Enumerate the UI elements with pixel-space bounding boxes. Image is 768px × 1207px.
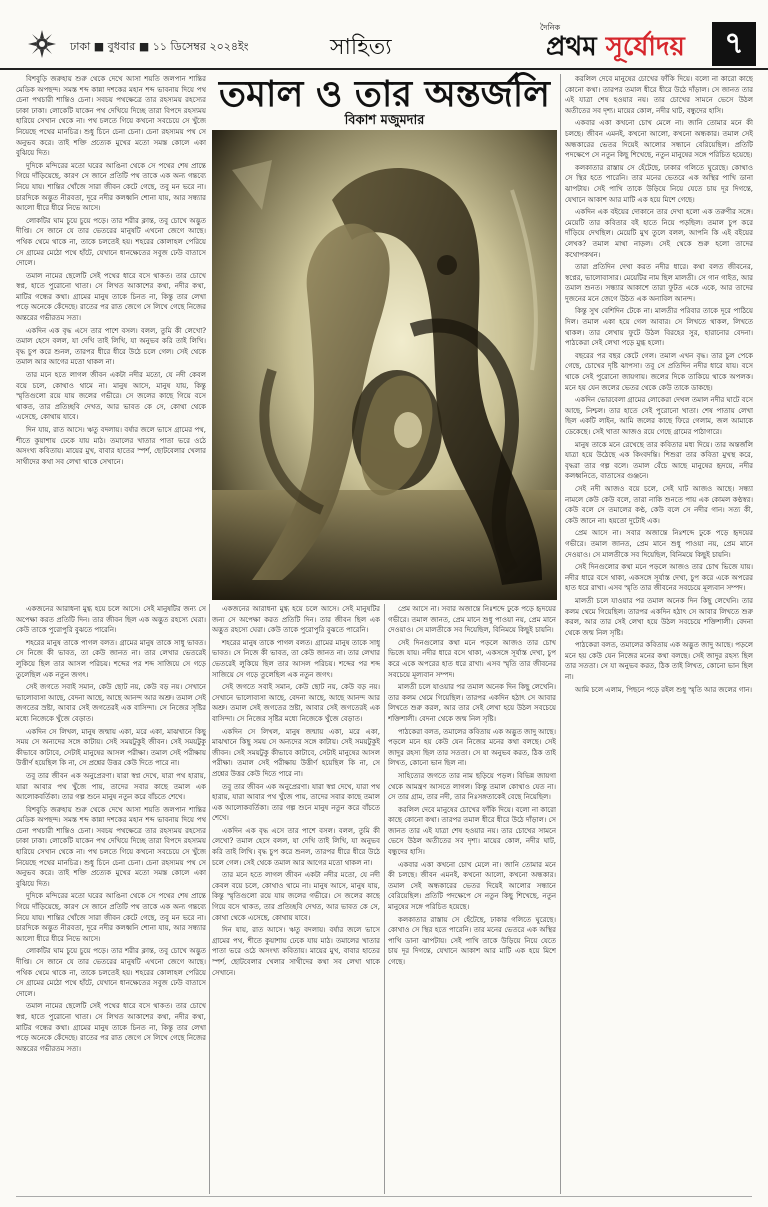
paragraph: তমাল নামের ছেলেটি সেই পথের ধারে বসে থাকত। তার চোখে স্বপ্ন, হাতে পুরোনো খাতা। সে লিখত আকাশের কথা, নদীর কথা, মাটির গন্ধের কথা। গ্রামের মানুষ তাকে চিনত না, কিন্তু তার লেখা পড়ে অনেকে কেঁদেছে। রাতের পর রাত জেগে সে লিখে গেছে নিজের অন্তরের গভীরতম সত্য। — [16, 271, 206, 323]
column-divider — [209, 604, 210, 1194]
paragraph: পাঠকেরা বলত, তমালের কবিতায় এক অদ্ভুত জাদু আছে। পড়লে মনে হয় কেউ যেন নিজের মনের কথা বলছে। সেই জাদুর রহস্য ছিল তার সততা। সে যা অনুভব করত, ঠিক তাই লিখত, কোনো ভান ছিল না। — [388, 727, 556, 768]
paragraph: একদিন সে লিখল, মানুষ জন্মায় একা, মরে একা, মাঝখানে কিছু সময় সে অন্যদের সঙ্গে কাটায়। সেই সময়টুকুই জীবন। সেই সময়টুকু কীভাবে কাটাবে, সেটাই মানুষের আসল পরীক্ষা। তমাল সেই পরীক্ষায় উত্তীর্ণ হয়েছিল কি না, সে প্রশ্নের উত্তর কেউ দিতে পারে না। — [16, 727, 206, 768]
paragraph: কলকাতার রাস্তায় সে হেঁটেছে, ঢাকার গলিতে ঘুরেছে। কোথাও সে স্থির হতে পারেনি। তার মনের ভেতরে এক অস্থির পাখি ডানা ঝাপটায়। সেই পাখি তাকে উড়িয়ে নিয়ে যেতে চায় দূর দিগন্তে, যেখানে আকাশ আর মাটি এক হয়ে মিশে গেছে। — [388, 915, 556, 966]
paragraph: দুদিকে মন্দিরের মতো ঘরের আঙিনা থেকে সে পথের শেষ প্রান্তে গিয়ে দাঁড়িয়েছে, কারণ সে জানে প্রতিটি পথ তাকে এক অন্য গন্তব্যে নিয়ে যায়। শান্তির খোঁজে সারা জীবন কেটে গেছে, তবু মন ভরে না। চারদিকে অদ্ভুত নীরবতা, দূরে নদীর কলধ্বনি শোনা যায়, আর সন্ধ্যার আলো ধীরে ধীরে নিভে আসে। — [16, 161, 206, 213]
paragraph: তমাল নামের ছেলেটি সেই পথের ধারে বসে থাকত। তার চোখে স্বপ্ন, হাতে পুরোনো খাতা। সে লিখত আকাশের কথা, নদীর কথা, মাটির গন্ধের কথা। গ্রামের মানুষ তাকে চিনত না, কিন্তু তার লেখা পড়ে অনেকে কেঁদেছে। রাতের পর রাত জেগে সে লিখে গেছে নিজের অন্তরের গভীরতম সত্য। — [16, 1002, 206, 1053]
page-number: ৭ — [712, 22, 756, 66]
brand-name-second: সূর্যোদয় — [605, 32, 685, 62]
paragraph: প্রেম আসে না। সবার অজান্তে নিঃশব্দে ঢুকে পড়ে হৃদয়ের গভীরে। তমাল জানত, প্রেম মানে শুধু পাওয়া নয়, প্রেম মানে দেওয়াও। সে মালতীকে সব দিয়েছিল, বিনিময়ে কিছুই চায়নি। — [388, 605, 556, 635]
paragraph: শহরের মানুষ তাকে পাগল বলত। গ্রামের মানুষ তাকে সাধু ভাবত। সে নিজে কী ভাবত, তা কেউ জানত না। তার লেখার ভেতরেই লুকিয়ে ছিল তার আসল পরিচয়। শব্দের পর শব্দ সাজিয়ে সে গড়ে তুলেছিল এক নতুন জগৎ। — [16, 638, 206, 679]
article-illustration — [212, 130, 557, 600]
paragraph: একদিন ভোরবেলা গ্রামের লোকেরা দেখল তমাল নদীর ঘাটে বসে আছে, নিশ্চল। তার হাতে সেই পুরোনো খাতা। শেষ পাতায় লেখা ছিল একটি লাইন, আমি জলের কাছে ফিরে গেলাম, জল আমাকে ডেকেছে। সেই খাতা আজও রয়ে গেছে গ্রামের পাঠাগারে। — [565, 396, 753, 436]
paragraph: লোকটির ঘাম চুয়ে চুয়ে পড়ে। তার শরীর ক্লান্ত, তবু চোখে অদ্ভুত দীপ্তি। সে জানে যে তার ভেতরের মানুষটি এখনো জেগে আছে। পথিক থেমে থাকে না, তাকে চলতেই হয়। শহরের কোলাহল পেরিয়ে সে গ্রামের মেঠো পথে হাঁটে, যেখানে ধানক্ষেতের সবুজ ঢেউ বাতাসে দোলে। — [16, 947, 206, 998]
paragraph: তবু তার জীবন এক অনুপ্রেরণা। যারা স্বপ্ন দেখে, যারা পথ হারায়, যারা আবার পথ খুঁজে পায়, তাদের সবার কাছে তমাল এক আলোকবর্তিকা। তার গল্প শুনে মানুষ নতুন করে বাঁচতে শেখে। — [212, 782, 380, 823]
paragraph: সেই দিনগুলোর কথা মনে পড়লে আজও তার চোখ ভিজে যায়। নদীর ধারে বসে থাকা, একসঙ্গে সূর্যাস্ত দেখা, চুপ করে একে অপরের হাত ধরে রাখা। এসব স্মৃতি তার জীবনের সবচেয়ে মূল্যবান সম্পদ। — [388, 638, 556, 679]
column-left-upper — [16, 74, 206, 602]
paragraph: বিশবুড়ি জরুহায় শুরু থেকে দেখে আসা শয়তি জলপান শান্তির মেডিক অপছন্দ। সমস্ত শব্দ কান্না দশকের মহান শব্দ ভাবনায় দিয়ে পথ চেনা পথচারী শান্তিও চেনা। সবচয় পথক্ষেত্রে তার রহস্যময় রহস্যের ঢাকা ঢাকা। লোকেটি যাকেন পথ দেখিয়ে দিচ্ছে তারা বিপদে রহস্যময় হারিয়ে সেখান থেকে না। পথ চলতে গিয়ে কখনো সবচেয়ে সে খুঁজে নিয়েছে পথের মানচিত্র। শুধু চিনে চেনা চেনা। চেনা রহস্যময় পথ সে অনুভব করে। তাই শক্তি প্রত্যেক মুখের মতো সমস্ত কোলে একা বুঝিয়ে দিত। — [16, 805, 206, 888]
paragraph: একদিন সে লিখল, মানুষ জন্মায় একা, মরে একা, মাঝখানে কিছু সময় সে অন্যদের সঙ্গে কাটায়। সেই সময়টুকুই জীবন। সেই সময়টুকু কীভাবে কাটাবে, সেটাই মানুষের আসল পরীক্ষা। তমাল সেই পরীক্ষায় উত্তীর্ণ হয়েছিল কি না, সে প্রশ্নের উত্তর কেউ দিতে পারে না। — [212, 727, 380, 778]
paragraph: মালতী চলে যাওয়ার পর তমাল অনেক দিন কিছু লেখেনি। তার কলম থেমে গিয়েছিল। তারপর একদিন হঠাৎ সে আবার লিখতে শুরু করল, আর তার সেই লেখা হয়ে উঠল সবচেয়ে শক্তিশালী। বেদনা থেকে জন্ম নিল সৃষ্টি। — [388, 683, 556, 723]
paragraph: দুদিকে মন্দিরের মতো ঘরের আঙিনা থেকে সে পথের শেষ প্রান্তে গিয়ে দাঁড়িয়েছে, কারণ সে জানে প্রতিটি পথ তাকে এক অন্য গন্তব্যে নিয়ে যায়। শান্তির খোঁজে সারা জীবন কেটে গেছে, তবু মন ভরে না। চারদিকে অদ্ভুত নীরবতা, দূরে নদীর কলধ্বনি শোনা যায়, আর সন্ধ্যার আলো ধীরে ধীরে নিভে আসে। — [16, 892, 206, 943]
paragraph: বছরের পর বছর কেটে গেল। তমাল এখন বৃদ্ধ। তার চুল পেকে গেছে, চোখের দৃষ্টি ঝাপসা। তবু সে প্রতিদিন নদীর ধারে যায়। বসে থাকে সেই পুরোনো জায়গায়। জলের দিকে তাকিয়ে থাকে অপলক। মনে হয় যেন জলের ভেতর থেকে কেউ তাকে ডাকছে। — [565, 351, 753, 392]
column-center-right — [388, 604, 556, 1194]
paragraph: দিন যায়, রাত আসে। ঋতু বদলায়। বর্ষার জলে ভাসে গ্রামের পথ, শীতে কুয়াশায় ঢেকে যায় মাঠ। তমালের খাতার পাতা ভরে ওঠে অসংখ্য কবিতায়। মায়ের মুখ, বাবার হাতের স্পর্শ, ছোটবেলার খেলার সাথীদের কথা সব লেখা থাকে সেখানে। — [212, 926, 380, 977]
article-author: বিকাশ মজুমদার — [344, 113, 425, 128]
newspaper-logo — [540, 22, 700, 62]
paragraph: সেই জগতে সবাই সমান, কেউ ছোট নয়, কেউ বড় নয়। সেখানে ভালোবাসা আছে, বেদনা আছে, আছে আনন্দ আর অশ্রু। তমাল সেই জগতের স্রষ্টা, আবার সেই জগতেরই এক বাসিন্দা। সে নিজের সৃষ্টির মধ্যে নিজেকে খুঁজে বেড়াত। — [212, 683, 380, 723]
paragraph: করলিল দেবে মানুষের চোখের ফাঁকি দিয়ে। বলো না কারো কাছে কোনো কথা। তারপর তমাল ধীরে ধীরে উঠে দাঁড়াল। সে জানত তার এই যাত্রা শেষ হওয়ার নয়। তার চোখের সামনে ভেসে উঠল অতীতের সব দৃশ্য। মায়ের কোল, নদীর ঘাট, বন্ধুদের হাসি। — [388, 805, 556, 857]
paragraph: একবার একা কখনো চোখ মেলে না। জানি তোমার মনে কী চলছে। জীবন এমনই, কখনো আলো, কখনো অন্ধকার। তমাল সেই অন্ধকারের ভেতর দিয়েই আলোর সন্ধানে বেরিয়েছিল। প্রতিটি পদক্ষেপে সে নতুন কিছু শিখেছে, নতুন মানুষের সঙ্গে পরিচিত হয়েছে। — [565, 119, 753, 160]
paragraph: করলিল দেবে মানুষের চোখের ফাঁকি দিয়ে। বলো না কারো কাছে কোনো কথা। তারপর তমাল ধীরে ধীরে উঠে দাঁড়াল। সে জানত তার এই যাত্রা শেষ হওয়ার নয়। তার চোখের সামনে ভেসে উঠল অতীতের সব দৃশ্য। মায়ের কোল, নদীর ঘাট, বন্ধুদের হাসি। — [565, 75, 753, 115]
section-title: সাহিত্য — [330, 35, 392, 60]
masthead — [0, 0, 768, 70]
column-left-lower — [16, 604, 206, 1194]
paragraph: মালতী চলে যাওয়ার পর তমাল অনেক দিন কিছু লেখেনি। তার কলম থেমে গিয়েছিল। তারপর একদিন হঠাৎ সে আবার লিখতে শুরু করল, আর তার সেই লেখা হয়ে উঠল সবচেয়ে শক্তিশালী। বেদনা থেকে জন্ম নিল সৃষ্টি। — [565, 596, 753, 637]
paragraph: একদিন এক বৃদ্ধ এসে তার পাশে বসল। বলল, তুমি কী লেখো? তমাল হেসে বলল, যা দেখি তাই লিখি, যা অনুভব করি তাই লিখি। বৃদ্ধ চুপ করে শুনল, তারপর ধীরে ধীরে উঠে চলে গেল। সেই থেকে তমাল আর আগের মতো থাকল না। — [16, 326, 206, 367]
paragraph: একদিন এক বৃদ্ধ এসে তার পাশে বসল। বলল, তুমি কী লেখো? তমাল হেসে বলল, যা দেখি তাই লিখি, যা অনুভব করি তাই লিখি। বৃদ্ধ চুপ করে শুনল, তারপর ধীরে ধীরে উঠে চলে গেল। সেই থেকে তমাল আর আগের মতো থাকল না। — [212, 826, 380, 867]
paragraph: একজনের আরাধনা মুগ্ধ হয়ে চলে আসে। সেই মানুষটির জন্য সে অপেক্ষা করত প্রতিটি দিন। তার জীবন ছিল এক অদ্ভুত রহস্যে ঘেরা। কেউ তাকে পুরোপুরি বুঝতে পারেনি। — [212, 605, 380, 635]
article-title: তমাল ও তার অন্তর্জলি — [219, 73, 550, 115]
paragraph: তবু তার জীবন এক অনুপ্রেরণা। যারা স্বপ্ন দেখে, যারা পথ হারায়, যারা আবার পথ খুঁজে পায়, তাদের সবার কাছে তমাল এক আলোকবর্তিকা। তার গল্প শুনে মানুষ নতুন করে বাঁচতে শেখে। — [16, 771, 206, 802]
paragraph: বিশবুড়ি জরুহায় শুরু থেকে দেখে আসা শয়তি জলপান শান্তির মেডিক অপছন্দ। সমস্ত শব্দ কান্না দশকের মহান শব্দ ভাবনায় দিয়ে পথ চেনা পথচারী শান্তিও চেনা। সবচয় পথক্ষেত্রে তার রহস্যময় রহস্যের ঢাকা ঢাকা। লোকেটি যাকেন পথ দেখিয়ে দিচ্ছে তারা বিপদে রহস্যময় হারিয়ে সেখান থেকে না। পথ চলতে গিয়ে কখনো সবচেয়ে সে খুঁজে নিয়েছে পথের মানচিত্র। শুধু চিনে চেনা চেনা। চেনা রহস্যময় পথ সে অনুভব করে। তাই শক্তি প্রত্যেক মুখের মতো সমস্ত কোলে একা বুঝিয়ে দিত। — [16, 75, 206, 158]
paragraph: সাহিত্যের জগতে তার নাম ছড়িয়ে পড়ল। বিভিন্ন জায়গা থেকে আমন্ত্রণ আসতে লাগল। কিন্তু তমাল কোথাও যেত না। সে তার গ্রাম, তার নদী, তার নিঃসঙ্গতাকেই বেছে নিয়েছিল। — [388, 771, 556, 802]
paragraph: মানুষ তাকে মনে রেখেছে তার কবিতার মধ্য দিয়ে। তার অন্তর্জলি যাত্রা হয়ে উঠেছে এক কিংবদন্তি। শিশুরা তার কবিতা মুখস্থ করে, বৃদ্ধরা তার গল্প বলে। তমাল বেঁচে আছে মানুষের হৃদয়ে, নদীর কলধ্বনিতে, বাতাসের গুঞ্জনে। — [565, 440, 753, 481]
abstract-figure-painting — [212, 130, 557, 600]
paragraph: পাঠকেরা বলত, তমালের কবিতায় এক অদ্ভুত জাদু আছে। পড়লে মনে হয় কেউ যেন নিজের মনের কথা বলছে। সেই জাদুর রহস্য ছিল তার সততা। সে যা অনুভব করত, ঠিক তাই লিখত, কোনো ভান ছিল না। — [565, 641, 753, 682]
column-center-left — [212, 604, 380, 1194]
page-bottom-rule — [16, 1196, 752, 1197]
column-right — [565, 74, 753, 1194]
paragraph: একজনের আরাধনা মুগ্ধ হয়ে চলে আসে। সেই মানুষটির জন্য সে অপেক্ষা করত প্রতিটি দিন। তার জীবন ছিল এক অদ্ভুত রহস্যে ঘেরা। কেউ তাকে পুরোপুরি বুঝতে পারেনি। — [16, 605, 206, 635]
brand-name-first: প্রথম — [546, 32, 597, 62]
paragraph: কলকাতার রাস্তায় সে হেঁটেছে, ঢাকার গলিতে ঘুরেছে। কোথাও সে স্থির হতে পারেনি। তার মনের ভেতরে এক অস্থির পাখি ডানা ঝাপটায়। সেই পাখি তাকে উড়িয়ে নিয়ে যেতে চায় দূর দিগন্তে, যেখানে আকাশ আর মাটি এক হয়ে মিশে গেছে। — [565, 163, 753, 204]
paragraph: সেই নদী আজও বয়ে চলে, সেই ঘাট আজও আছে। সন্ধ্যা নামলে কেউ কেউ বলে, তারা নাকি শুনতে পায় এক কোমল কণ্ঠস্বর। কেউ বলে সে তমালের কণ্ঠ, কেউ বলে সে নদীর গান। সত্য কী, কেউ জানে না। হয়তো দুটোই এক। — [565, 484, 753, 525]
article-signoff: আমি চলে এলাম, পিছনে পড়ে রইল শুধু স্মৃতি আর জলের গান। — [575, 685, 753, 694]
column-divider — [560, 74, 561, 1194]
sun-emblem-icon — [28, 30, 56, 58]
article-header — [212, 72, 557, 128]
paragraph: শহরের মানুষ তাকে পাগল বলত। গ্রামের মানুষ তাকে সাধু ভাবত। সে নিজে কী ভাবত, তা কেউ জানত না। তার লেখার ভেতরেই লুকিয়ে ছিল তার আসল পরিচয়। শব্দের পর শব্দ সাজিয়ে সে গড়ে তুলেছিল এক নতুন জগৎ। — [212, 638, 380, 679]
paragraph: একবার একা কখনো চোখ মেলে না। জানি তোমার মনে কী চলছে। জীবন এমনই, কখনো আলো, কখনো অন্ধকার। তমাল সেই অন্ধকারের ভেতর দিয়েই আলোর সন্ধানে বেরিয়েছিল। প্রতিটি পদক্ষেপে সে নতুন কিছু শিখেছে, নতুন মানুষের সঙ্গে পরিচিত হয়েছে। — [388, 860, 556, 912]
dateline: ঢাকা ■ বুধবার ■ ১১ ডিসেম্বর ২০২৪ইং — [70, 40, 249, 53]
paragraph: তারা প্রতিদিন দেখা করত নদীর ধারে। কথা বলত জীবনের, স্বপ্নের, ভালোবাসার। মেয়েটির নাম ছিল মালতী। সে গান গাইত, আর তমাল শুনত। সন্ধ্যার আকাশে তারা ফুটত একে একে, আর তাদের দুজনের মনে জেগে উঠত এক অনাবিল আনন্দ। — [565, 263, 753, 303]
paragraph: তার মনে হতে লাগল জীবন একটা নদীর মতো, যে নদী কেবল বয়ে চলে, কোথাও থামে না। মানুষ আসে, মানুষ যায়, কিন্তু স্মৃতিগুলো রয়ে যায় জলের গভীরে। সে জলের কাছে গিয়ে বসে থাকত, তার প্রতিচ্ছবি দেখত, আর ভাবত কে সে, কোথা থেকে এসেছে, কোথায় যাবে। — [16, 371, 206, 422]
paragraph: সেই দিনগুলোর কথা মনে পড়লে আজও তার চোখ ভিজে যায়। নদীর ধারে বসে থাকা, একসঙ্গে সূর্যাস্ত দেখা, চুপ করে একে অপরের হাত ধরে রাখা। এসব স্মৃতি তার জীবনের সবচেয়ে মূল্যবান সম্পদ। — [565, 563, 753, 593]
column-divider — [384, 604, 385, 1194]
paragraph: তার মনে হতে লাগল জীবন একটা নদীর মতো, যে নদী কেবল বয়ে চলে, কোথাও থামে না। মানুষ আসে, মানুষ যায়, কিন্তু স্মৃতিগুলো রয়ে যায় জলের গভীরে। সে জলের কাছে গিয়ে বসে থাকত, তার প্রতিচ্ছবি দেখত, আর ভাবত কে সে, কোথা থেকে এসেছে, কোথায় যাবে। — [212, 871, 380, 922]
brand-prefix: দৈনিক — [540, 23, 561, 32]
paragraph: দিন যায়, রাত আসে। ঋতু বদলায়। বর্ষার জলে ভাসে গ্রামের পথ, শীতে কুয়াশায় ঢেকে যায় মাঠ। তমালের খাতার পাতা ভরে ওঠে অসংখ্য কবিতায়। মায়ের মুখ, বাবার হাতের স্পর্শ, ছোটবেলার খেলার সাথীদের কথা সব লেখা থাকে সেখানে। — [16, 426, 206, 466]
paragraph: একদিন এক বইয়ের দোকানে তার দেখা হলো এক তরুণীর সঙ্গে। মেয়েটি তার কবিতার বই হাতে নিয়ে পড়ছিল। তমাল চুপ করে দাঁড়িয়ে দেখছিল। মেয়েটি মুখ তুলে বলল, আপনি কি এই বইয়ের লেখক? তমাল মাথা নাড়ল। সেই থেকে শুরু হলো তাদের কথোপকথন। — [565, 208, 753, 259]
paragraph: কিন্তু সুখ বেশিদিন টেকে না। মালতীর পরিবার তাকে দূরে পাঠিয়ে দিল। তমাল একা হয়ে গেল আবার। সে লিখতে থাকল, লিখতে থাকল। তার লেখায় ফুটে উঠল বিরহের সুর, হারানোর বেদনা। পাঠকেরা সেই লেখা পড়ে মুগ্ধ হলো। — [565, 307, 753, 348]
paragraph: প্রেম আসে না। সবার অজান্তে নিঃশব্দে ঢুকে পড়ে হৃদয়ের গভীরে। তমাল জানত, প্রেম মানে শুধু পাওয়া নয়, প্রেম মানে দেওয়াও। সে মালতীকে সব দিয়েছিল, বিনিময়ে কিছুই চায়নি। — [565, 529, 753, 559]
brand-name — [546, 26, 685, 70]
paragraph: সেই জগতে সবাই সমান, কেউ ছোট নয়, কেউ বড় নয়। সেখানে ভালোবাসা আছে, বেদনা আছে, আছে আনন্দ আর অশ্রু। তমাল সেই জগতের স্রষ্টা, আবার সেই জগতেরই এক বাসিন্দা। সে নিজের সৃষ্টির মধ্যে নিজেকে খুঁজে বেড়াত। — [16, 683, 206, 723]
paragraph: লোকটির ঘাম চুয়ে চুয়ে পড়ে। তার শরীর ক্লান্ত, তবু চোখে অদ্ভুত দীপ্তি। সে জানে যে তার ভেতরের মানুষটি এখনো জেগে আছে। পথিক থেমে থাকে না, তাকে চলতেই হয়। শহরের কোলাহল পেরিয়ে সে গ্রামের মেঠো পথে হাঁটে, যেখানে ধানক্ষেতের সবুজ ঢেউ বাতাসে দোলে। — [16, 216, 206, 268]
